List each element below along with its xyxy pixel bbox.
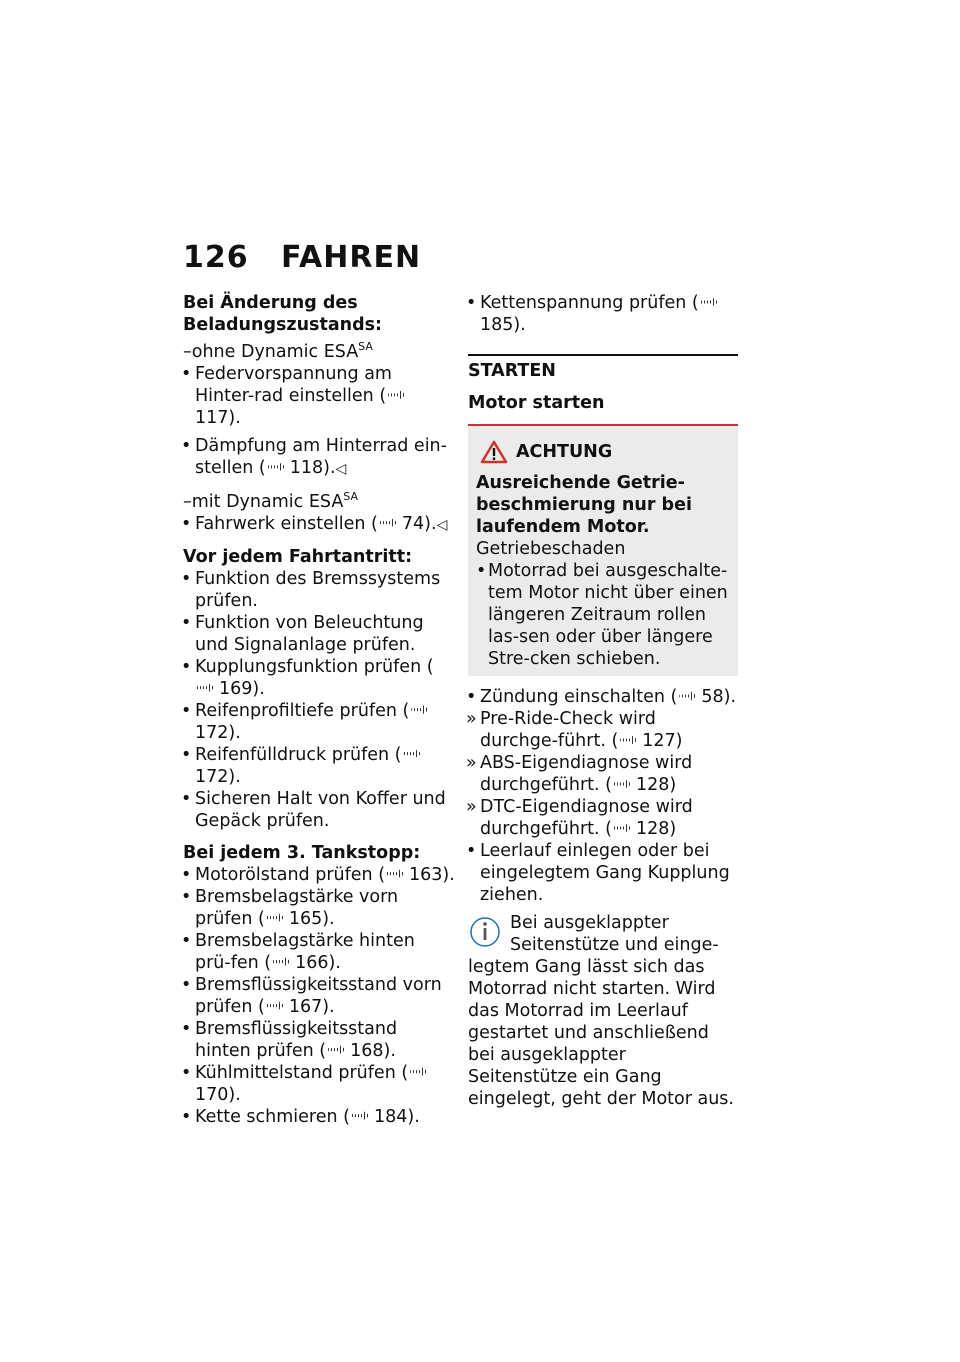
page-reference-arrow-icon xyxy=(410,1067,428,1077)
list-item: • Kettenspannung prüfen (185). xyxy=(468,292,738,336)
warning-label: ACHTUNG xyxy=(516,442,613,462)
heading-every-third-stop: Bei jedem 3. Tankstopp: xyxy=(183,842,421,863)
list-item: • Kühlmittelstand prüfen (170). xyxy=(183,1062,455,1106)
page-reference[interactable]: 170). xyxy=(195,1084,241,1105)
list-item: • Funktion von Beleuchtung und Signalanlage prüfen. xyxy=(183,612,455,656)
warning-title: Ausreichende Getrie-beschmierung nur bei laufendem Motor. xyxy=(476,473,692,537)
list-item: • Federvorspannung am Hinter-rad einstellen (117). xyxy=(183,363,455,429)
heading-before-ride: Vor jedem Fahrtantritt: xyxy=(183,546,413,567)
list-item: • Zündung einschalten ( 58). xyxy=(468,686,738,708)
section-divider xyxy=(468,354,738,356)
page-reference-arrow-icon xyxy=(411,705,429,715)
left-column xyxy=(183,292,455,1128)
page-reference[interactable]: 168). xyxy=(350,1040,396,1061)
page-reference[interactable]: 128) xyxy=(635,819,677,839)
page-reference-arrow-icon xyxy=(197,683,215,693)
page-reference-arrow-icon xyxy=(387,869,405,879)
page-reference-arrow-icon xyxy=(328,1045,346,1055)
section-title: STARTEN xyxy=(468,361,556,381)
page-reference[interactable]: 128) xyxy=(635,775,677,795)
list-item: • Motorölstand prüfen ( 163). xyxy=(183,864,455,886)
end-of-section-icon: ◁ xyxy=(335,460,347,477)
page-reference-arrow-icon xyxy=(267,913,285,923)
page-reference-arrow-icon xyxy=(268,462,286,472)
page-reference-arrow-icon xyxy=(352,1111,370,1121)
page-reference[interactable]: 169). xyxy=(219,678,265,699)
list-item: • Bremsflüssigkeitsstand hinten prüfen ( 168). xyxy=(183,1018,455,1062)
page-reference-arrow-icon xyxy=(701,297,719,307)
page-reference[interactable]: 185). xyxy=(480,315,526,335)
page-reference-arrow-icon xyxy=(614,779,632,789)
list-item: • Dämpfung am Hinterrad ein-stellen ( 118).◁ xyxy=(183,435,455,480)
list-item: • Bremsflüssigkeitsstand vorn prüfen ( 167). xyxy=(183,974,455,1018)
page-reference-arrow-icon xyxy=(614,823,632,833)
result-item: » DTC-Eigendiagnose wird durchgeführt. ( 128) xyxy=(468,796,738,840)
list-item: • Reifenfülldruck prüfen (172). xyxy=(183,744,455,788)
list-item: • Reifenprofiltiefe prüfen (172). xyxy=(183,700,455,744)
warning-triangle-icon xyxy=(480,440,508,464)
heading-load-change: Bei Änderung des Beladungszustands: xyxy=(183,293,383,335)
page-reference[interactable]: 117). xyxy=(195,407,241,428)
page-reference[interactable]: 118). xyxy=(289,457,336,478)
result-item: » Pre-Ride-Check wird durchge-führt. ( 127) xyxy=(468,708,738,752)
page-reference[interactable]: 127) xyxy=(642,731,683,751)
condition-without-esa: –ohne Dynamic $ESA^{SA}$ xyxy=(183,340,373,362)
list-item: • Bremsbelagstärke vorn prüfen ( 165). xyxy=(183,886,455,930)
page-reference[interactable]: 163). xyxy=(409,864,455,885)
list-item: • Kette schmieren ( 184). xyxy=(183,1106,455,1128)
page-reference[interactable]: 167). xyxy=(288,996,335,1017)
page-reference-arrow-icon xyxy=(267,1001,285,1011)
page-reference-arrow-icon xyxy=(380,518,398,528)
right-column xyxy=(468,292,738,1110)
warning-action: • Motorrad bei ausgeschalte-tem Motor nicht über einen längeren Zeitraum rollen las-sen oder über längere Stre-cken schieben. xyxy=(476,560,730,670)
page-reference[interactable]: 58). xyxy=(701,687,737,707)
sa-superscript: SA xyxy=(343,489,359,503)
page-header xyxy=(183,240,421,275)
info-note xyxy=(468,912,738,1110)
list-item: • Bremsbelagstärke hinten prü-fen ( 166). xyxy=(183,930,455,974)
list-item: • Sicheren Halt von Koffer und Gepäck prüfen. xyxy=(183,788,455,832)
page-reference[interactable]: 172). xyxy=(195,722,241,743)
page-reference[interactable]: 74). xyxy=(401,513,437,534)
subsection-title: Motor starten xyxy=(468,393,605,413)
page-number: 126 xyxy=(183,240,249,275)
chapter-title: FAHREN xyxy=(281,240,422,275)
list-item: • Fahrwerk einstellen ( 74).◁ xyxy=(183,513,455,536)
condition-with-esa: –mit Dynamic $ESA^{SA}$ xyxy=(183,489,359,512)
page-reference-arrow-icon xyxy=(620,735,638,745)
list-item: • Leerlauf einlegen oder bei eingelegtem Gang Kupplung ziehen. xyxy=(468,840,738,906)
warning-consequence: Getriebeschaden xyxy=(476,539,626,559)
page-reference[interactable]: 184). xyxy=(374,1106,420,1127)
warning-box xyxy=(468,424,738,676)
list-item: • Kupplungsfunktion prüfen (169). xyxy=(183,656,455,700)
info-text: Bei ausgeklappter Seitenstütze und einge-legtem Gang lässt sich das Motorrad nicht starten. Wird das Motorrad im Leerlauf gestartet und anschließend bei ausgeklappter Seitenstütze ein Gang eingelegt, geht der Motor aus. xyxy=(468,913,734,1109)
end-of-section-icon: ◁ xyxy=(436,516,448,533)
info-icon xyxy=(466,912,504,956)
page-reference-arrow-icon xyxy=(273,957,291,967)
result-item: » ABS-Eigendiagnose wird durchgeführt. ( 128) xyxy=(468,752,738,796)
sa-superscript: SA xyxy=(358,340,373,353)
warning-header xyxy=(476,440,730,464)
list-item: • Funktion des Bremssystems prüfen. xyxy=(183,568,455,612)
page-reference[interactable]: 165). xyxy=(288,908,335,929)
page-reference-arrow-icon xyxy=(679,691,697,701)
page-reference-arrow-icon xyxy=(404,749,422,759)
page-reference[interactable]: 166). xyxy=(295,952,341,973)
page-reference[interactable]: 172). xyxy=(195,766,241,787)
page-reference-arrow-icon xyxy=(388,390,406,400)
